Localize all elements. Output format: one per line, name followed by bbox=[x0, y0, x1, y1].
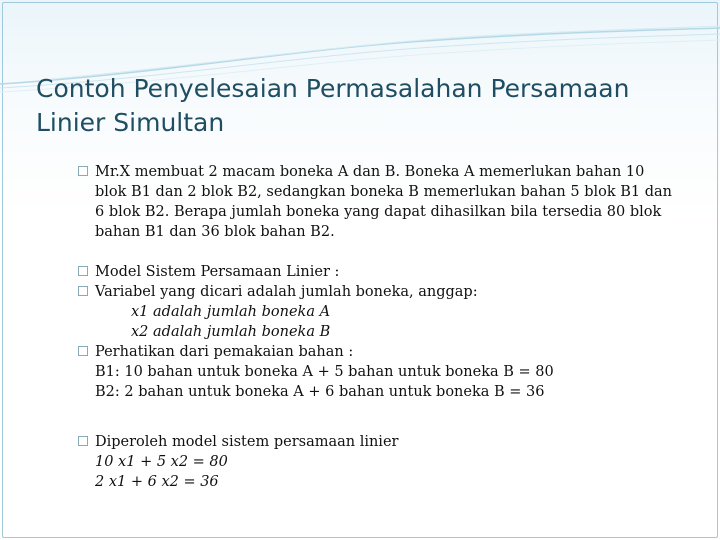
bullet-problem bbox=[78, 162, 704, 242]
variable-definition: x1 adalah jumlah boneka A bbox=[131, 304, 331, 320]
bullet-variables bbox=[78, 282, 704, 342]
system-equation: 10 x1 + 5 x2 = 80 bbox=[95, 454, 228, 470]
text-line: blok B1 dan 2 blok B2, sedangkan boneka B memerlukan bahan 5 blok B1 dan bbox=[95, 184, 673, 200]
system-equation: 2 x1 + 6 x2 = 36 bbox=[95, 474, 219, 490]
bullet-result bbox=[78, 432, 704, 492]
bullet-model bbox=[78, 262, 704, 282]
text-line: 6 blok B2. Berapa jumlah boneka yang dapat dihasilkan bila tersedia 80 blok bbox=[95, 204, 662, 220]
material-equation: B2: 2 bahan untuk boneka A + 6 bahan untuk boneka B = 36 bbox=[95, 384, 545, 400]
variable-definition: x2 adalah jumlah boneka B bbox=[131, 324, 331, 340]
text-line: Variabel yang dicari adalah jumlah boneka, anggap: bbox=[95, 284, 478, 300]
text-line: Model Sistem Persamaan Linier : bbox=[95, 264, 340, 280]
text-line: Diperoleh model sistem persamaan linier bbox=[95, 434, 399, 450]
bullet-icon bbox=[78, 266, 88, 276]
bullet-icon bbox=[78, 436, 88, 446]
text-line: Perhatikan dari pemakaian bahan : bbox=[95, 344, 354, 360]
slide-title: Contoh Penyelesaian Permasalahan Persamaan Linier Simultan bbox=[36, 74, 630, 137]
material-equation: B1: 10 bahan untuk boneka A + 5 bahan untuk boneka B = 80 bbox=[95, 364, 554, 380]
bullet-icon bbox=[78, 346, 88, 356]
bullet-icon bbox=[78, 166, 88, 176]
slide-body bbox=[78, 162, 704, 492]
bullet-icon bbox=[78, 286, 88, 296]
bullet-materials bbox=[78, 342, 704, 402]
text-line: bahan B1 dan 36 blok bahan B2. bbox=[95, 224, 335, 240]
text-line: Mr.X membuat 2 macam boneka A dan B. Boneka A memerlukan bahan 10 bbox=[95, 164, 645, 180]
